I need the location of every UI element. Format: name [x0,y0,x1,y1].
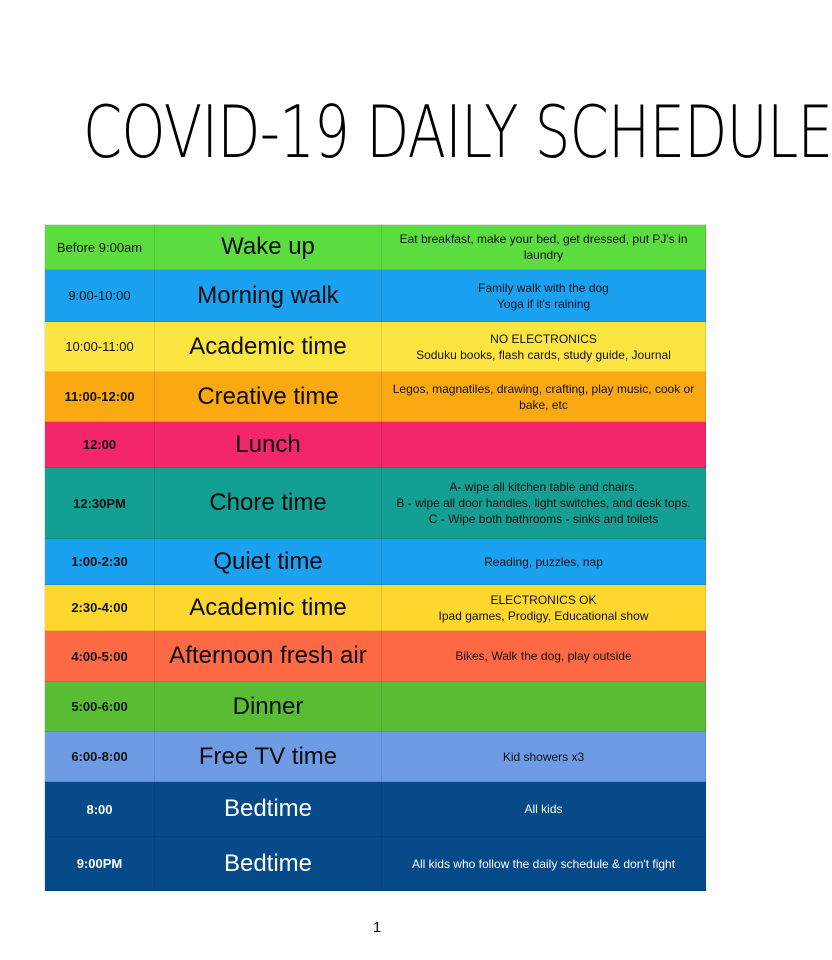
schedule-row [45,468,706,539]
time-cell: 6:00-8:00 [45,732,155,782]
note-line: ELECTRONICS OK [490,592,597,607]
schedule-row [45,585,706,631]
notes-cell [382,539,706,585]
notes-cell [382,682,706,732]
note-line: Soduku books, flash cards, study guide, Journal [416,347,671,362]
notes-cell [382,270,706,322]
schedule-row [45,631,706,682]
schedule-row [45,322,706,372]
notes-cell [382,468,706,539]
activity-cell: Creative time [155,372,382,422]
time-cell: 1:00-2:30 [45,539,155,585]
notes-cell [382,372,706,422]
activity-cell: Bedtime [155,782,382,837]
schedule-row [45,682,706,732]
schedule-row [45,372,706,422]
schedule-row [45,782,706,837]
notes-cell [382,732,706,782]
activity-cell: Academic time [155,585,382,631]
activity-cell: Chore time [155,468,382,539]
note-line: Reading, puzzles, nap [484,554,603,569]
page-number: 1 [372,919,382,936]
note-line: Kid showers x3 [502,749,585,764]
activity-cell: Afternoon fresh air [155,631,382,682]
activity-cell: Academic time [155,322,382,372]
note-line: All kids [524,802,563,816]
page-title: COVID-19 DAILY SCHEDULE [82,90,832,174]
schedule-row [45,270,706,322]
schedule-row [45,732,706,782]
activity-cell: Dinner [155,682,382,732]
note-line: Ipad games, Prodigy, Educational show [438,608,649,623]
note-line: Legos, magnatiles, drawing, crafting, play music, cook or bake, etc [392,381,695,412]
notes-cell [382,422,706,468]
note-line: B - wipe all door handles, light switches, and desk tops. [396,496,691,510]
note-line: Yoga if it's raining [496,296,591,311]
notes-cell [382,322,706,372]
time-cell: Before 9:00am [45,225,155,270]
note-line: Bikes, Walk the dog, play outside [455,649,632,663]
activity-cell: Wake up [155,225,382,270]
time-cell: 12:00 [45,422,155,468]
time-cell: 4:00-5:00 [45,631,155,682]
time-cell: 5:00-6:00 [45,682,155,732]
time-cell: 10:00-11:00 [45,322,155,372]
time-cell: 11:00-12:00 [45,372,155,422]
time-cell: 9:00-10:00 [45,270,155,322]
note-line: C - Wipe both bathrooms - sinks and toilets [428,512,659,526]
notes-cell [382,631,706,682]
time-cell: 9:00PM [45,837,155,891]
activity-cell: Morning walk [155,270,382,322]
note-line: All kids who follow the daily schedule & don't fight [411,856,676,871]
note-line: NO ELECTRONICS [490,331,597,346]
time-cell: 2:30-4:00 [45,585,155,631]
notes-cell [382,782,706,837]
time-cell: 12:30PM [45,468,155,539]
schedule-row [45,837,706,891]
time-cell: 8:00 [45,782,155,837]
activity-cell: Quiet time [155,539,382,585]
note-line: Family walk with the dog [478,280,609,295]
activity-cell: Lunch [155,422,382,468]
activity-cell: Free TV time [155,732,382,782]
note-line: A- wipe all kitchen table and chairs. [449,480,638,494]
schedule-row [45,422,706,468]
notes-cell [382,225,706,270]
note-line: Eat breakfast, make your bed, get dressed, put PJ's in laundry [399,232,688,262]
schedule-table [44,224,706,891]
notes-cell [382,837,706,891]
schedule-body [45,225,706,891]
schedule-row [45,539,706,585]
notes-cell [382,585,706,631]
activity-cell: Bedtime [155,837,382,891]
schedule-row [45,225,706,270]
